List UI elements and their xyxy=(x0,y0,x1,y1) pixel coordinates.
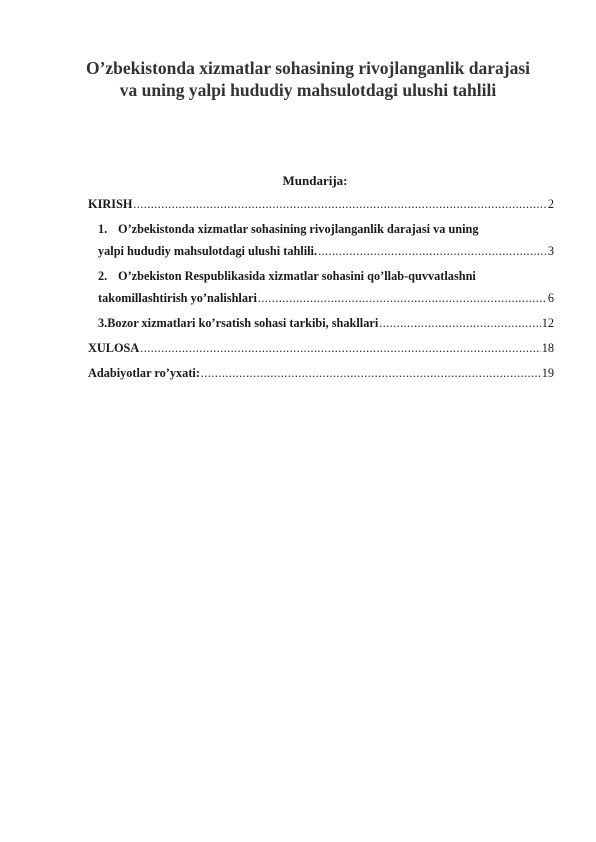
dot-leader xyxy=(201,362,541,384)
toc-entry-section-3[interactable] xyxy=(88,312,554,334)
toc-entry-conclusion[interactable] xyxy=(88,337,554,359)
toc-section-number: 2. xyxy=(98,269,108,283)
title-line-2: va uning yalpi hududiy mahsulotdagi ulushi tahlili xyxy=(119,80,497,100)
toc-entry-section-2-line-1[interactable] xyxy=(88,265,554,287)
toc-entry-references[interactable] xyxy=(88,362,554,384)
toc-entry-label: yalpi hududiy mahsulotdagi ulushi tahlili. xyxy=(98,244,318,258)
toc-section-number: 1. xyxy=(98,222,108,236)
toc-entry-label: Adabiyotlar ro’yxati: xyxy=(88,366,200,380)
toc-entry-section-2-line-2[interactable] xyxy=(88,287,554,309)
dot-leader xyxy=(133,193,546,215)
dot-leader xyxy=(318,240,547,262)
title-line-1: O’zbekistonda xizmatlar sohasining rivojlanganlik darajasi xyxy=(85,58,531,78)
toc-entry-label: KIRISH xyxy=(88,197,133,211)
toc-page-number: 2 xyxy=(547,197,554,211)
dot-leader xyxy=(379,312,540,334)
toc-entry-label: XULOSA xyxy=(88,341,140,355)
document-title xyxy=(70,57,546,101)
dot-leader xyxy=(140,337,540,359)
toc-entry-label: takomillashtirish yo’nalishlari xyxy=(98,291,257,305)
toc-page-number: 18 xyxy=(541,341,554,355)
toc-section-number: 3. xyxy=(98,316,108,330)
toc-entry-section-1-line-1[interactable] xyxy=(88,218,554,240)
toc-page-number: 19 xyxy=(541,366,554,380)
toc-entry-label: O’zbekistonda xizmatlar sohasining rivojlanganlik darajasi va uning xyxy=(118,222,479,236)
toc-page-number: 6 xyxy=(547,291,554,305)
dot-leader xyxy=(258,287,547,309)
toc-page-number: 3 xyxy=(547,244,554,258)
toc-heading: Mundarija: xyxy=(282,173,348,188)
toc-entry-intro[interactable] xyxy=(88,193,554,215)
table-of-contents xyxy=(88,193,554,384)
toc-page-number: 12 xyxy=(541,316,554,330)
toc-entry-label: O’zbekiston Respublikasida xizmatlar sohasini qo’llab-quvvatlashni xyxy=(118,269,476,283)
toc-entry-section-1-line-2[interactable] xyxy=(88,240,554,262)
toc-entry-label: Bozor xizmatlari ko’rsatish sohasi tarkibi, shakllari xyxy=(107,316,379,330)
